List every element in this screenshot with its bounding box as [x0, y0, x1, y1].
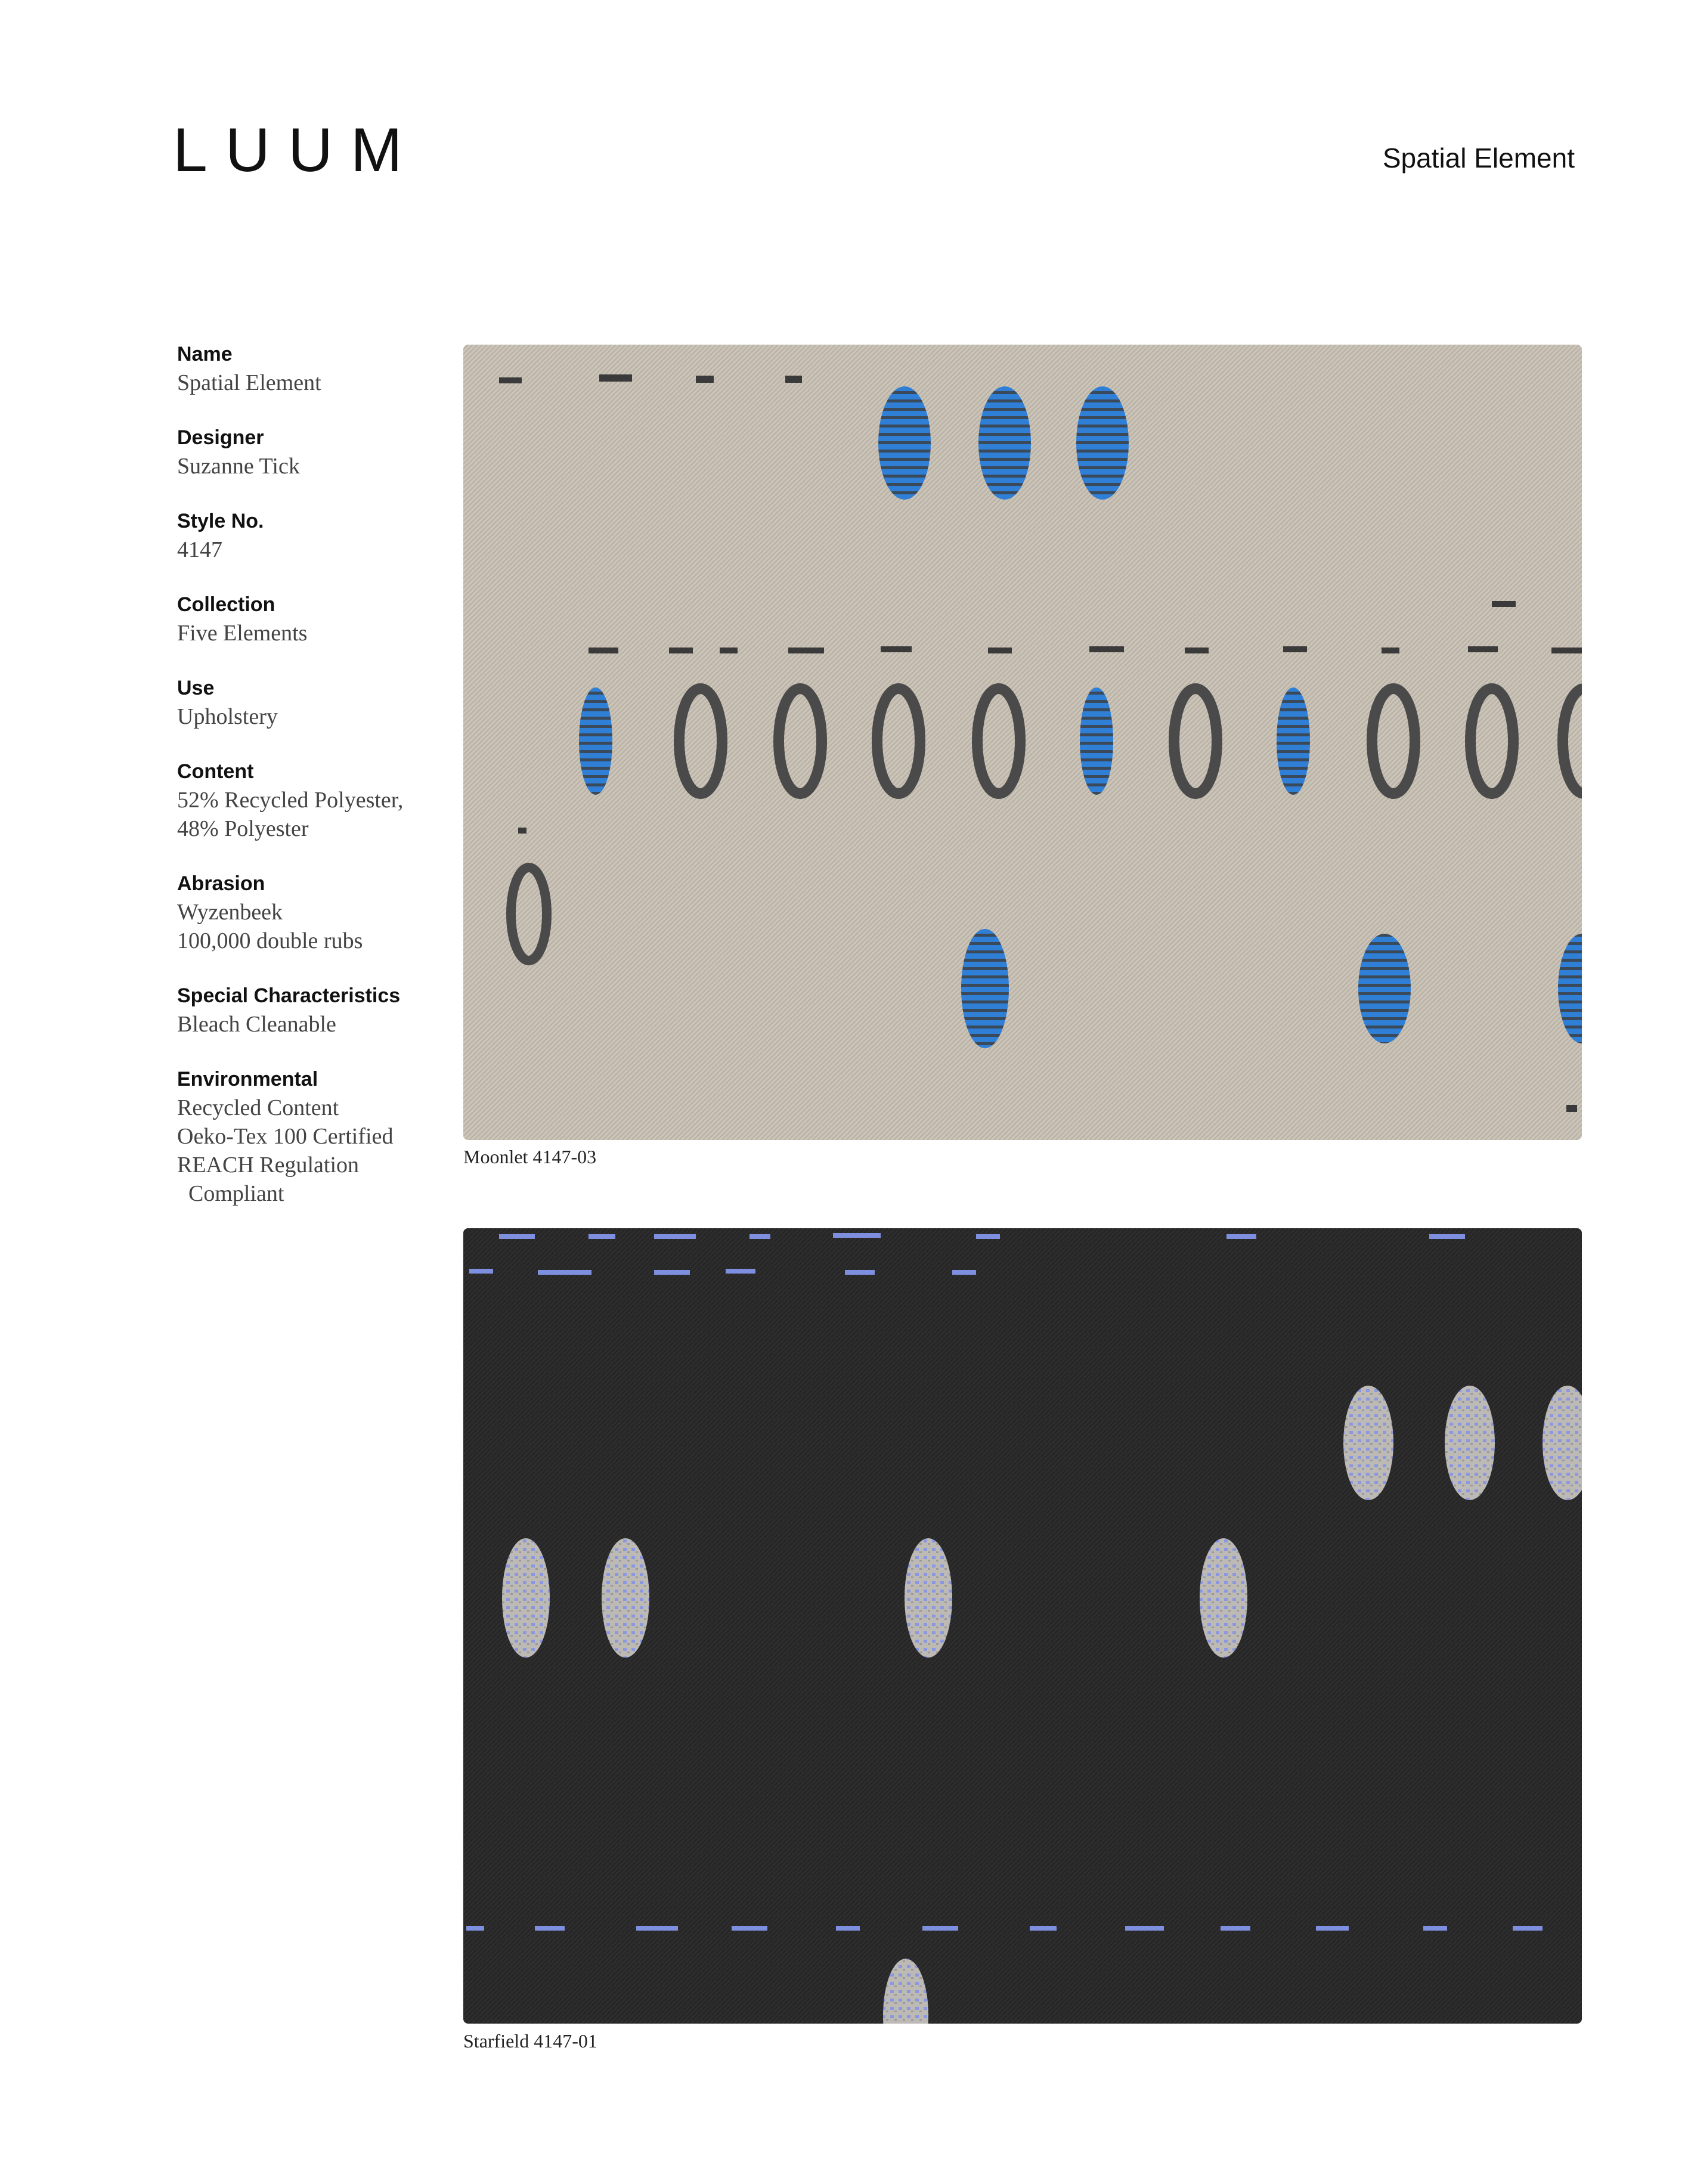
- spec-label: Use: [177, 677, 215, 699]
- spec-value: Spatial Element: [177, 370, 321, 395]
- spec-value: 4147: [177, 537, 222, 562]
- spec-name: [177, 340, 439, 397]
- spec-value: Suzanne Tick: [177, 454, 300, 479]
- spec-use: [177, 674, 439, 731]
- spec-collection: [177, 590, 439, 648]
- spec-label: Designer: [177, 426, 264, 449]
- swatch-caption-starfield: Starfield 4147-01: [463, 2030, 597, 2052]
- spec-environmental: [177, 1065, 439, 1208]
- spec-value: Bleach Cleanable: [177, 1012, 336, 1037]
- spec-content: [177, 757, 439, 843]
- spec-designer: [177, 423, 439, 481]
- spec-list: [177, 340, 439, 1234]
- spec-label: Environmental: [177, 1068, 318, 1091]
- spec-label: Style No.: [177, 510, 264, 532]
- spec-value: Upholstery: [177, 704, 278, 729]
- fabric-pattern-moonlet: [463, 345, 1582, 1140]
- spec-value: Recycled Content Oeko-Tex 100 Certified REACH Regulation Compliant: [177, 1095, 394, 1206]
- spec-value: Wyzenbeek 100,000 double rubs: [177, 900, 363, 953]
- spec-label: Content: [177, 760, 254, 783]
- swatch-caption-moonlet: Moonlet 4147-03: [463, 1146, 597, 1167]
- spec-special-characteristics: [177, 981, 439, 1039]
- spec-label: Name: [177, 343, 233, 365]
- spec-label: Abrasion: [177, 872, 265, 895]
- swatch-image-moonlet: [463, 345, 1582, 1140]
- luum-logo: LUUM: [173, 116, 420, 185]
- spec-style-no: [177, 507, 439, 564]
- spec-abrasion: [177, 869, 439, 955]
- spec-value: Five Elements: [177, 621, 308, 646]
- swatch-image-starfield: [463, 1228, 1582, 2024]
- spec-label: Special Characteristics: [177, 984, 401, 1007]
- fabric-pattern-starfield: [463, 1228, 1582, 2024]
- spec-value: 52% Recycled Polyester, 48% Polyester: [177, 788, 404, 841]
- spec-label: Collection: [177, 593, 275, 616]
- page-title: Spatial Element: [1382, 142, 1575, 174]
